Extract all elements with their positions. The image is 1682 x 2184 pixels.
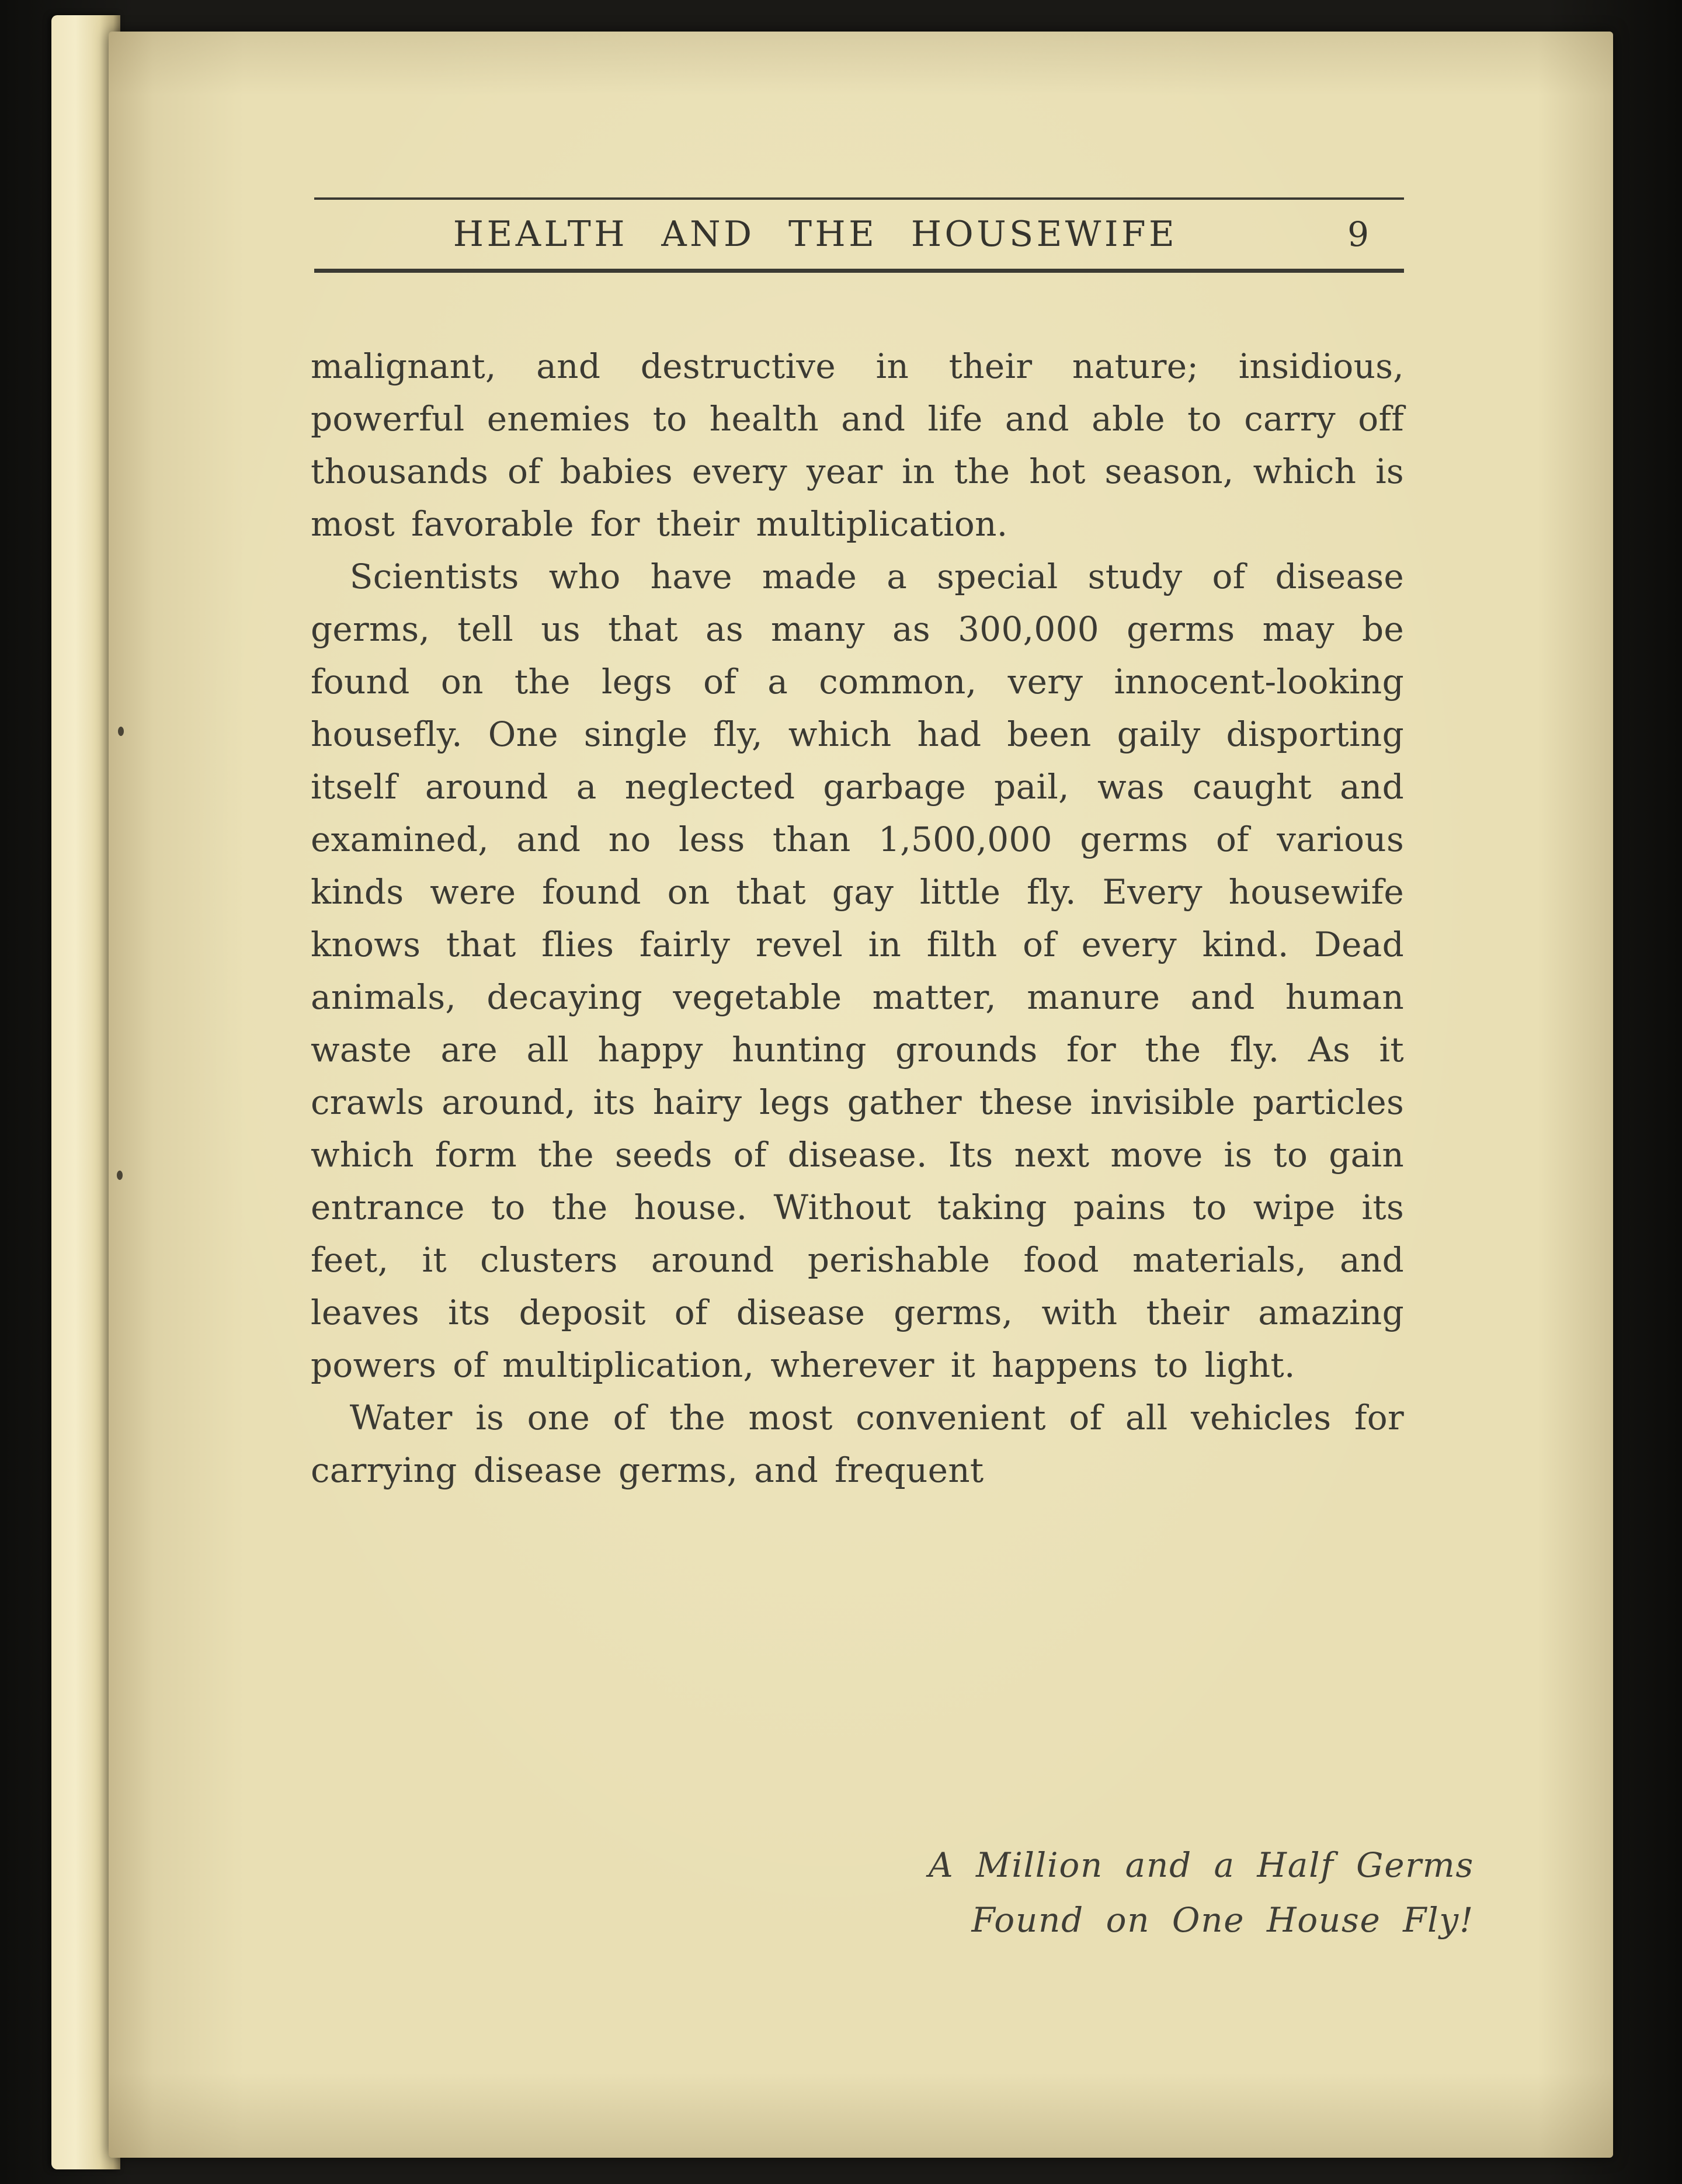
paragraph-scientists: Scientists who have made a special study of disease germs, tell us that as many as 300,000 germs may be found on the legs of a common, very innocent-looking housefly. One single fly, which had been gaily disporting itself around a neglected garbage pail, was caught and examined, and no less than 1,500,000 germs of various kinds were found on that gay little fly. Every housewife knows that flies fairly revel in filth of every kind. Dead animals, decaying vegetable matter, manure and human waste are all happy hunting grounds for the fly. As it crawls around, its hairy legs gather these invisible particles which form the seeds of disease. Its next move is to gain entrance to the house. Without taking pains to wipe its feet, it clusters around perishable food materials, and leaves its deposit of disease germs, with their amazing powers of multiplication, wherever it happens to light. — [311, 557, 1404, 1385]
running-head-title: HEALTH AND THE HOUSEWIFE — [453, 214, 1178, 255]
binding-speck — [118, 727, 124, 736]
book-page — [109, 32, 1613, 2158]
header-row — [314, 200, 1404, 269]
paragraph-water: Water is one of the most convenient of all vehicles for carrying disease germs, and frequent — [311, 1398, 1404, 1490]
paragraph-continuation: malignant, and destructive in their nature; insidious, powerful enemies to health and life and able to carry off thousands of babies every year in the hot season, which is most favorable for their multiplication. — [311, 346, 1404, 544]
header-rule-bottom — [314, 269, 1404, 273]
handwritten-caption — [929, 1838, 1474, 1947]
page-body-text — [311, 340, 1404, 1496]
caption-line-1: A Million and a Half Germs — [928, 1845, 1474, 1885]
page-number: 9 — [1347, 214, 1369, 254]
caption-line-2: Found on One House Fly! — [971, 1900, 1474, 1940]
page-header — [314, 197, 1404, 273]
binding-speck — [117, 1171, 123, 1180]
